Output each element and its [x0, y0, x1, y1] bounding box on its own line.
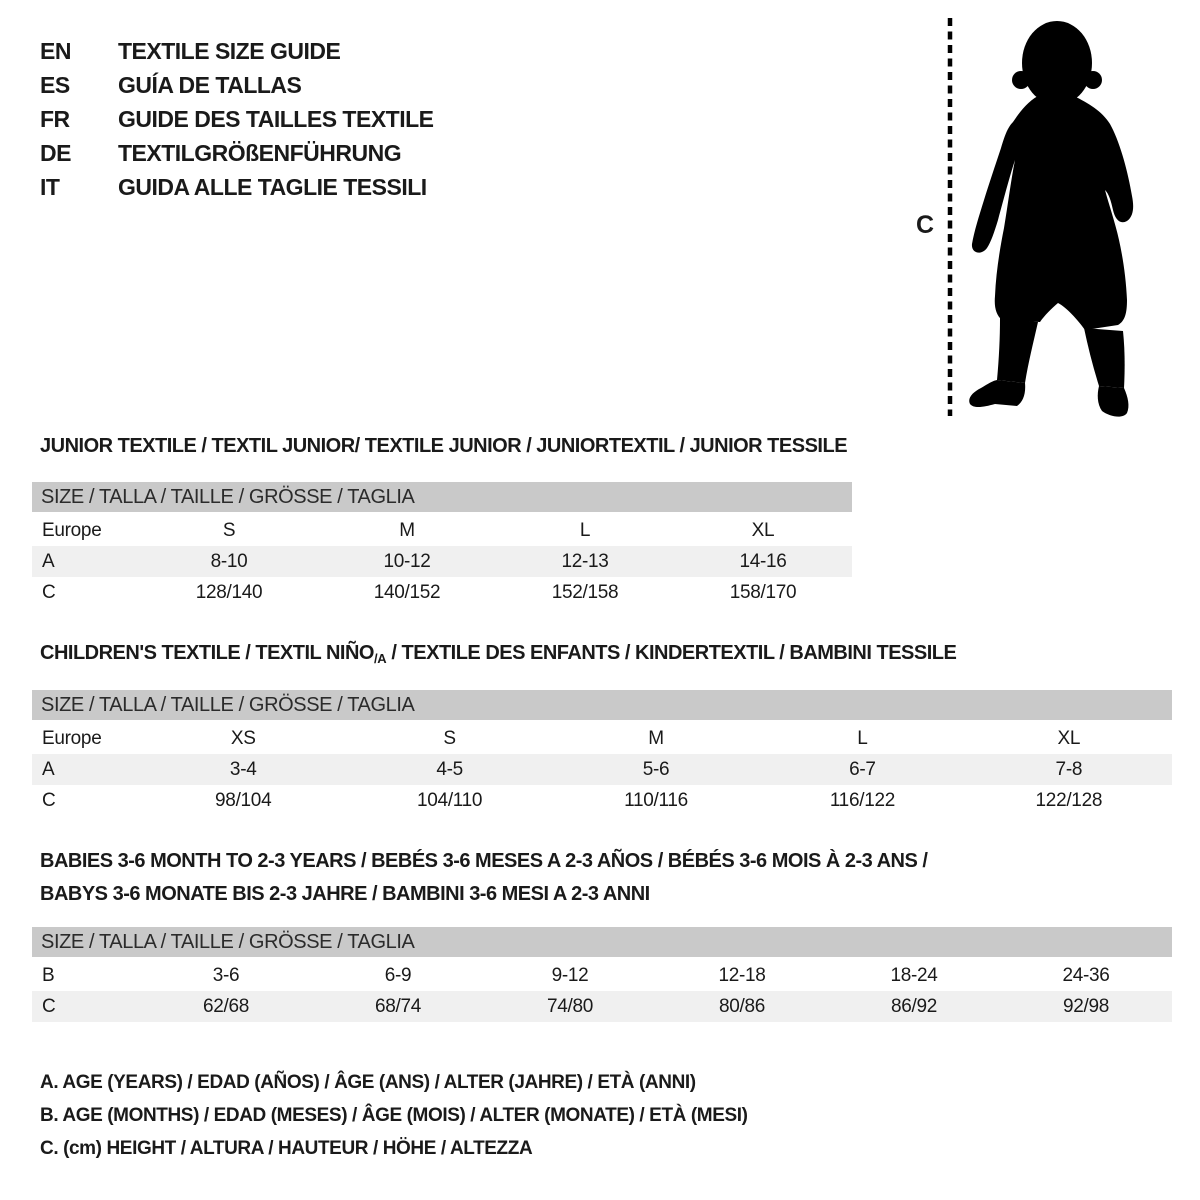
height-cell: 80/86 — [718, 995, 766, 1017]
language-title-list — [40, 34, 434, 204]
size-header-bar: SIZE / TALLA / TAILLE / GRÖSSE / TAGLIA — [32, 927, 1172, 957]
table-row-height — [32, 577, 852, 608]
language-row-de — [40, 136, 434, 170]
size-cell: L — [579, 519, 591, 541]
legend — [40, 1072, 748, 1171]
row-label: C — [42, 581, 56, 603]
children-table-rows — [32, 723, 1172, 816]
row-label: A — [42, 758, 55, 780]
section-title-junior: JUNIOR TEXTILE / TEXTIL JUNIOR/ TEXTILE JUNIOR / JUNIORTEXTIL / JUNIOR TESSILE — [40, 435, 848, 457]
height-cell: 158/170 — [729, 581, 797, 603]
age-cell: 24-36 — [1062, 964, 1110, 986]
language-code: ES — [40, 71, 70, 98]
size-header-bar: SIZE / TALLA / TAILLE / GRÖSSE / TAGLIA — [32, 482, 852, 512]
language-row-en — [40, 34, 434, 68]
age-cell: 14-16 — [739, 550, 787, 572]
age-cell: 18-24 — [890, 964, 938, 986]
table-row-europe — [32, 515, 852, 546]
legend-line-b: B. AGE (MONTHS) / EDAD (MESES) / ÂGE (MOIS) / ALTER (MONATE) / ETÀ (MESI) — [40, 1105, 748, 1126]
height-cell: 92/98 — [1062, 995, 1110, 1017]
junior-table-rows — [32, 515, 852, 608]
size-cell: XL — [1057, 727, 1081, 749]
height-cell: 140/152 — [373, 581, 441, 603]
age-cell: 4-5 — [436, 758, 463, 780]
size-cell: XS — [230, 727, 256, 749]
section-title-children-pre: CHILDREN'S TEXTILE / TEXTIL NIÑO — [40, 642, 374, 664]
height-cell: 86/92 — [890, 995, 938, 1017]
size-cell: M — [648, 727, 664, 749]
height-cell: 128/140 — [195, 581, 263, 603]
babies-table-rows — [32, 960, 1172, 1022]
row-label: B — [42, 964, 55, 986]
row-label: Europe — [42, 727, 102, 749]
size-cell: L — [857, 727, 868, 749]
section-title-children-post: / TEXTILE DES ENFANTS / KINDERTEXTIL / BAMBINI TESSILE — [386, 642, 957, 664]
height-cell: 152/158 — [551, 581, 619, 603]
age-cell: 6-7 — [849, 758, 876, 780]
age-cell: 3-6 — [212, 964, 240, 986]
row-label: C — [42, 995, 56, 1017]
table-row-age-months — [32, 960, 1172, 991]
babies-size-table — [32, 927, 1172, 1022]
language-code: EN — [40, 37, 71, 64]
height-cell: 110/116 — [624, 789, 688, 811]
table-row-age — [32, 546, 852, 577]
age-cell: 9-12 — [551, 964, 589, 986]
age-cell: 5-6 — [642, 758, 670, 780]
age-cell: 12-18 — [718, 964, 766, 986]
row-label: Europe — [42, 519, 102, 541]
legend-line-a: A. AGE (YEARS) / EDAD (AÑOS) / ÂGE (ANS) / ALTER (JAHRE) / ETÀ (ANNI) — [40, 1072, 696, 1093]
height-cell: 62/68 — [202, 995, 250, 1017]
junior-size-table — [32, 482, 852, 608]
language-code: DE — [40, 139, 71, 166]
table-row-height — [32, 991, 1172, 1022]
height-measure-label: C — [916, 211, 935, 239]
height-cell: 74/80 — [546, 995, 594, 1017]
section-title-babies-line1: BABIES 3-6 MONTH TO 2-3 YEARS / BEBÉS 3-6 MESES A 2-3 AÑOS / BÉBÉS 3-6 MOIS À 2-3 ANS / — [40, 850, 928, 872]
size-cell: S — [222, 519, 236, 541]
age-cell: 7-8 — [1055, 758, 1083, 780]
language-row-it — [40, 170, 434, 204]
height-cell: 98/104 — [215, 789, 272, 811]
toddler-silhouette-icon — [880, 0, 1200, 430]
table-row-europe — [32, 723, 1172, 754]
legend-line-c: C. (cm) HEIGHT / ALTURA / HAUTEUR / HÖHE / ALTEZZA — [40, 1138, 533, 1159]
height-cell: 122/128 — [1035, 789, 1103, 811]
section-title-babies-line2: BABYS 3-6 MONATE BIS 2-3 JAHRE / BAMBINI 3-6 MESI A 2-3 ANNI — [40, 883, 650, 905]
age-cell: 10-12 — [383, 550, 431, 572]
language-code: IT — [40, 173, 60, 200]
language-title: GUIDA ALLE TAGLIE TESSILI — [118, 173, 427, 200]
children-size-table — [32, 690, 1172, 816]
language-row-fr — [40, 102, 434, 136]
language-title: GUIDE DES TAILLES TEXTILE — [118, 105, 434, 132]
height-cell: 104/110 — [417, 789, 483, 811]
table-row-height — [32, 785, 1172, 816]
table-row-age — [32, 754, 1172, 785]
age-cell: 6-9 — [384, 964, 412, 986]
language-title: GUÍA DE TALLAS — [118, 71, 302, 98]
height-cell: 68/74 — [374, 995, 422, 1017]
section-title-children-sub: /A — [373, 651, 387, 666]
language-code: FR — [40, 105, 70, 132]
age-cell: 8-10 — [210, 550, 248, 572]
language-title: TEXTILGRÖßENFÜHRUNG — [118, 139, 402, 166]
size-cell: XL — [751, 519, 775, 541]
section-title-babies — [40, 845, 927, 911]
row-label: A — [42, 550, 55, 572]
section-title-children — [40, 642, 956, 665]
age-cell: 12-13 — [561, 550, 609, 572]
size-header-bar: SIZE / TALLA / TAILLE / GRÖSSE / TAGLIA — [32, 690, 1172, 720]
age-cell: 3-4 — [229, 758, 257, 780]
language-title: TEXTILE SIZE GUIDE — [118, 37, 341, 64]
size-cell: S — [443, 727, 456, 749]
row-label: C — [42, 789, 56, 811]
language-row-es — [40, 68, 434, 102]
height-cell: 116/122 — [829, 789, 895, 811]
size-cell: M — [399, 519, 415, 541]
